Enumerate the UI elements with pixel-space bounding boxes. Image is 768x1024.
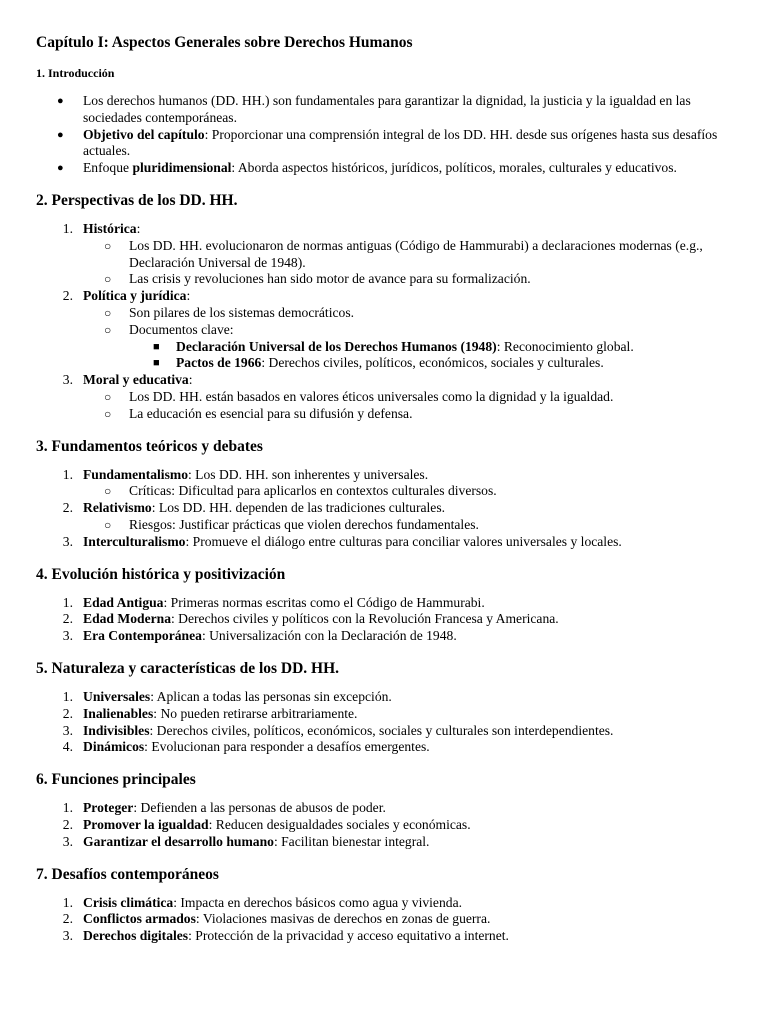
square-list [129, 339, 732, 373]
list-item [36, 500, 732, 534]
list-item [36, 706, 732, 723]
item-text: : Proporcionar una comprensión integral de los DD. HH. desde sus orígenes hasta sus desafíos actuales. [83, 126, 718, 159]
item-text: : Protección de la privacidad y acceso equitativo a internet. [188, 928, 509, 944]
item-bold: Histórica [83, 220, 137, 236]
item-number: 2. [62, 611, 73, 627]
item-number: 2. [62, 911, 73, 927]
section-heading-desafios: 7. Desafíos contemporáneos [36, 865, 219, 883]
item-bold: Política y jurídica [83, 288, 187, 304]
list-item [36, 160, 732, 177]
square-item [36, 339, 732, 356]
item-bold: Conflictos armados [83, 911, 196, 927]
list-item [36, 689, 732, 706]
section-heading-funciones: 6. Funciones principales [36, 771, 196, 789]
item-text: : Derechos civiles y políticos con la Revolución Francesa y Americana. [171, 611, 559, 627]
list-item [36, 221, 732, 288]
item-number: 3. [62, 533, 73, 549]
item-text: : Reducen desigualdades sociales y económicas. [208, 816, 471, 832]
item-prefix: Enfoque [83, 160, 133, 176]
item-text: : [136, 220, 141, 236]
list-item [36, 911, 732, 928]
sub-item: ○ Son pilares de los sistemas democráticos. [36, 305, 732, 322]
item-bold: Fundamentalismo [83, 466, 188, 482]
item-number: 3. [62, 833, 73, 849]
sub-list [83, 483, 732, 500]
sub-item: ○ La educación es esencial para su difusión y defensa. [36, 406, 732, 423]
item-bold: Inalienables [83, 705, 154, 721]
list-item [36, 372, 732, 422]
item-text: Los derechos humanos (DD. HH.) son fundamentales para garantizar la dignidad, la justicia y la igualdad en las sociedades contemporáneas. [83, 93, 691, 125]
item-text: : Reconocimiento global. [496, 338, 634, 354]
item-text: : Primeras normas escritas como el Código de Hammurabi. [163, 594, 485, 610]
list-item [36, 288, 732, 372]
sub-list [83, 305, 732, 372]
section-heading-naturaleza: 5. Naturaleza y características de los DD. HH. [36, 659, 340, 677]
item-number: 2. [62, 816, 73, 832]
sub-item: ○ Críticas: Dificultad para aplicarlos en contextos culturales diversos. [36, 483, 732, 500]
item-bold: Universales [83, 688, 151, 704]
item-number: 1. [62, 894, 73, 910]
item-number: 1. [62, 800, 73, 816]
item-text: : Los DD. HH. son inherentes y universales. [188, 466, 429, 482]
list-item [36, 928, 732, 945]
square-item [36, 355, 732, 372]
item-text: : Aplican a todas las personas sin excepción. [150, 688, 392, 704]
numbered-list [36, 595, 732, 645]
section-heading-introduccion: 1. Introducción [36, 66, 115, 80]
item-text: : Los DD. HH. dependen de las tradiciones culturales. [151, 500, 446, 516]
item-number: 3. [62, 928, 73, 944]
item-bold: Indivisibles [83, 722, 150, 738]
item-bold: Dinámicos [83, 739, 145, 755]
list-item [36, 723, 732, 740]
item-text: : Impacta en derechos básicos como agua y vivienda. [173, 894, 462, 910]
list-item [36, 628, 732, 645]
list-item [36, 817, 732, 834]
item-text: : Aborda aspectos históricos, jurídicos, políticos, morales, culturales y educativos. [231, 160, 677, 176]
sub-item [36, 322, 732, 372]
item-bold: Interculturalismo [83, 533, 186, 549]
item-text: : Universalización con la Declaración de 1948. [201, 628, 457, 644]
list-item [36, 739, 732, 756]
item-number: 2. [62, 288, 73, 304]
item-number: 3. [62, 722, 73, 738]
item-text: : Promueve el diálogo entre culturas para conciliar valores universales y locales. [185, 533, 622, 549]
sub-item-text: Documentos clave: [129, 321, 234, 337]
sub-item: ○ Los DD. HH. evolucionaron de normas antiguas (Código de Hammurabi) a declaraciones modernas (e.g., Declaración Universal de 1948). [36, 238, 732, 272]
item-bold: Moral y educativa [83, 372, 189, 388]
item-text: : Derechos civiles, políticos, económicos, sociales y culturales. [261, 355, 604, 371]
item-text: : No pueden retirarse arbitrariamente. [153, 705, 358, 721]
item-bold: Declaración Universal de los Derechos Humanos (1948) [176, 338, 497, 354]
numbered-list [36, 689, 732, 756]
numbered-list [36, 895, 732, 945]
sub-list [83, 389, 732, 423]
item-bold: Garantizar el desarrollo humano [83, 833, 274, 849]
item-number: 1. [62, 466, 73, 482]
sub-item: ○ Riesgos: Justificar prácticas que violen derechos fundamentales. [36, 517, 732, 534]
item-text: : [186, 288, 191, 304]
sub-list [83, 238, 732, 288]
numbered-list [36, 800, 732, 850]
list-item [36, 595, 732, 612]
item-bold: Relativismo [83, 500, 152, 516]
item-number: 3. [62, 372, 73, 388]
section-heading-fundamentos: 3. Fundamentos teóricos y debates [36, 437, 263, 455]
item-bold: Proteger [83, 800, 134, 816]
item-number: 2. [62, 705, 73, 721]
list-item [36, 93, 732, 127]
item-number: 1. [62, 594, 73, 610]
numbered-list [36, 467, 732, 551]
item-bold: Objetivo del capítulo [83, 126, 205, 142]
sub-item: ○ Las crisis y revoluciones han sido motor de avance para su formalización. [36, 271, 732, 288]
sub-list [83, 517, 732, 534]
item-bold: Crisis climática [83, 894, 174, 910]
item-text: : Evolucionan para responder a desafíos emergentes. [144, 739, 430, 755]
item-number: 3. [62, 628, 73, 644]
item-text: : [188, 372, 193, 388]
list-item [36, 895, 732, 912]
chapter-title: Capítulo I: Aspectos Generales sobre Derechos Humanos [36, 34, 413, 51]
list-item [36, 127, 732, 161]
item-number: 1. [62, 688, 73, 704]
item-bold: Pactos de 1966 [176, 355, 262, 371]
list-item [36, 467, 732, 501]
item-text: : Defienden a las personas de abusos de poder. [133, 800, 386, 816]
item-bold: pluridimensional [132, 160, 232, 176]
section-heading-perspectivas: 2. Perspectivas de los DD. HH. [36, 191, 238, 209]
item-bold: Edad Antigua [83, 594, 164, 610]
list-item [36, 834, 732, 851]
item-bold: Derechos digitales [83, 928, 189, 944]
item-text: : Facilitan bienestar integral. [273, 833, 430, 849]
item-number: 1. [62, 220, 73, 236]
item-bold: Era Contemporánea [83, 628, 202, 644]
item-number: 4. [62, 739, 73, 755]
bullet-list [36, 93, 732, 177]
list-item [36, 611, 732, 628]
list-item [36, 534, 732, 551]
numbered-list [36, 221, 732, 423]
item-number: 2. [62, 500, 73, 516]
item-bold: Edad Moderna [83, 611, 171, 627]
sub-item: ○ Los DD. HH. están basados en valores éticos universales como la dignidad y la igualdad. [36, 389, 732, 406]
section-heading-evolucion: 4. Evolución histórica y positivización [36, 565, 286, 583]
item-bold: Promover la igualdad [83, 816, 209, 832]
item-text: : Violaciones masivas de derechos en zonas de guerra. [195, 911, 491, 927]
item-text: : Derechos civiles, políticos, económicos, sociales y culturales son interdependientes. [149, 722, 614, 738]
list-item [36, 800, 732, 817]
